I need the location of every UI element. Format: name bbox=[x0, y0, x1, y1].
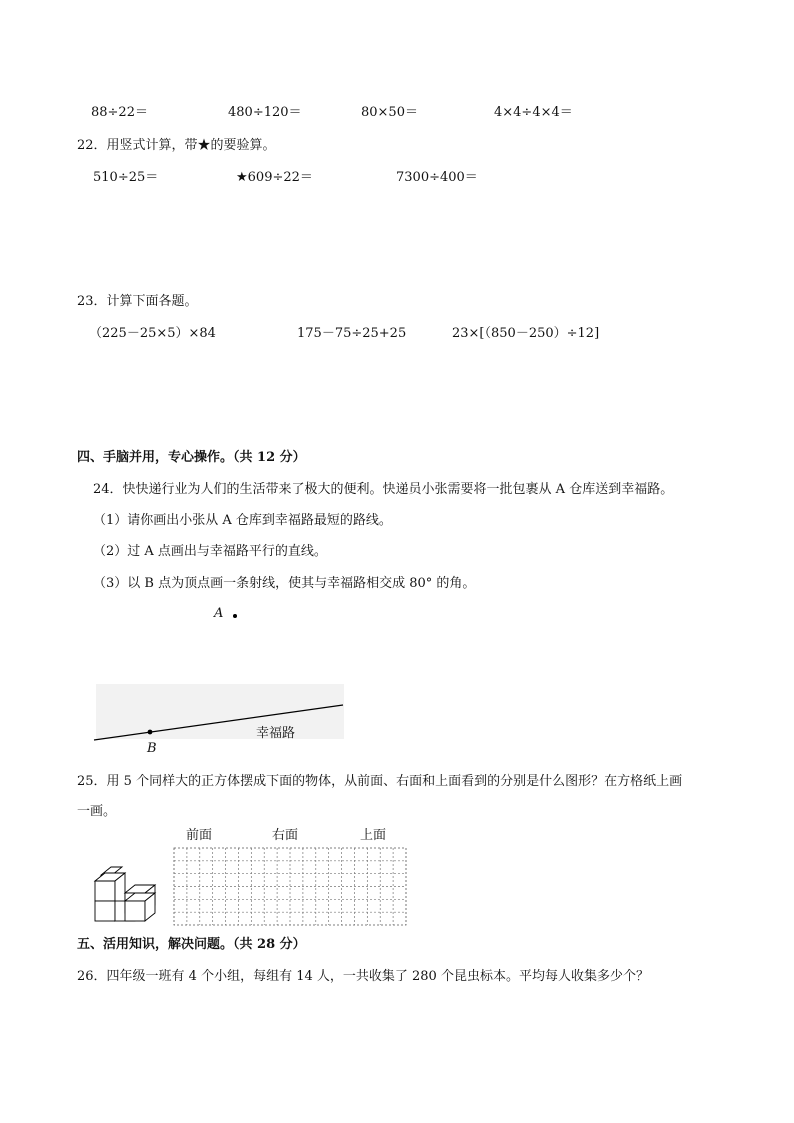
road-label: 幸福路 bbox=[256, 726, 296, 741]
view-front-label: 前面 bbox=[186, 828, 213, 843]
q21-expr-1: 88÷22＝ bbox=[91, 105, 148, 120]
view-top-label: 上面 bbox=[360, 828, 387, 843]
q21-expr-2: 480÷120＝ bbox=[228, 105, 302, 120]
q25-line1: 25．用 5 个同样大的正方体摆成下面的物体，从前面、右面和上面看到的分别是什么图形？在方格纸上画 bbox=[77, 774, 683, 789]
section5-heading: 五、活用知识，解决问题。（共 28 分） bbox=[77, 937, 306, 952]
q25-line2: 一画。 bbox=[77, 804, 117, 819]
q24-intro: 24．快快递行业为人们的生活带来了极大的便利。快递员小张需要将一批包裹从 A 仓库送到幸福路。 bbox=[93, 482, 674, 497]
q26-text: 26．四年级一班有 4 个小组，每组有 14 人，一共收集了 280 个昆虫标本。平均每人收集多少个？ bbox=[77, 969, 649, 984]
q23-expr-3: 23×[（850－250）÷12] bbox=[452, 326, 600, 341]
q24-sub3: （3）以 B 点为顶点画一条射线，使其与幸福路相交成 80° 的角。 bbox=[93, 576, 476, 591]
section4-heading: 四、手脑并用，专心操作。（共 12 分） bbox=[77, 450, 306, 465]
point-b-label: B bbox=[147, 741, 157, 756]
q22-expr-2: ★609÷22＝ bbox=[236, 170, 313, 185]
q22-expr-3: 7300÷400＝ bbox=[396, 170, 478, 185]
q21-expr-3: 80×50＝ bbox=[361, 105, 418, 120]
q24-sub1: （1）请你画出小张从 A 仓库到幸福路最短的路线。 bbox=[93, 513, 392, 528]
view-right-label: 右面 bbox=[272, 828, 299, 843]
q21-expr-4: 4×4÷4×4＝ bbox=[494, 105, 573, 120]
q23-expr-2: 175－75÷25+25 bbox=[297, 326, 407, 341]
q23-title: 23．计算下面各题。 bbox=[77, 294, 198, 309]
q23-expr-1: （225－25×5）×84 bbox=[89, 326, 216, 341]
q24-sub2: （2）过 A 点画出与幸福路平行的直线。 bbox=[93, 544, 327, 559]
point-a-label: A bbox=[214, 606, 224, 621]
grid-lines bbox=[174, 848, 406, 925]
q22-title: 22．用竖式计算，带★的要验算。 bbox=[77, 138, 276, 153]
q22-expr-1: 510÷25＝ bbox=[93, 170, 159, 185]
